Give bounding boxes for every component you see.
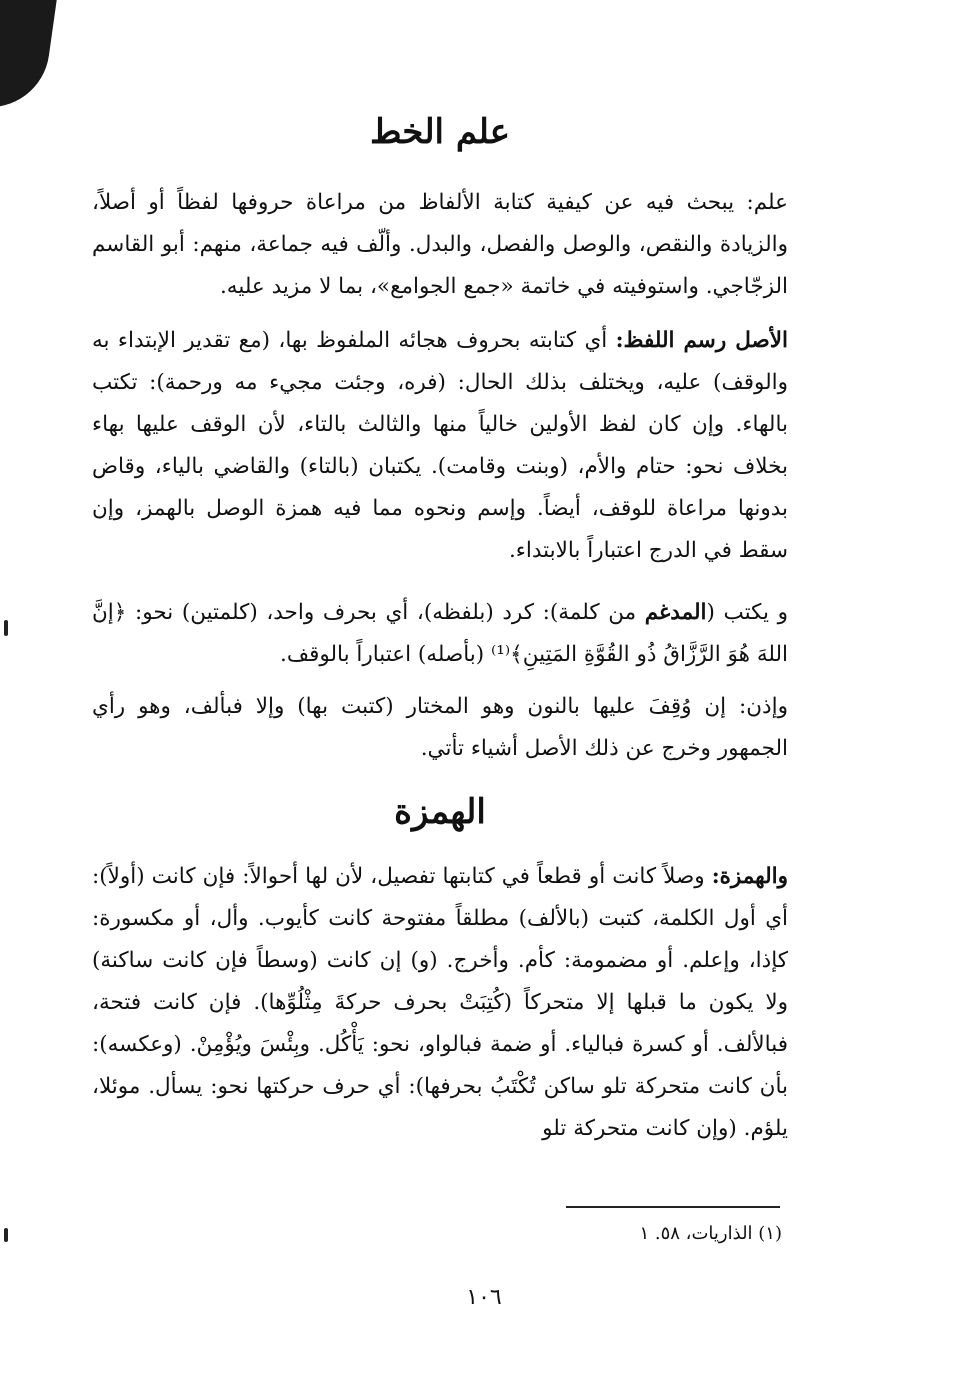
- paragraph-intro-text: علم: يبحث فيه عن كيفية كتابة الألفاظ من مراعاة حروفها لفظاً أو أصلاً، والزيادة والنقص، والوصل والفصل، والبدل. وألّف فيه جماعة، منهم: أبو القاسم الزجّاجي. واستوفيته في خاتمة «جمع الجوامع»، بما لا مزيد عليه.: [92, 190, 788, 299]
- section-heading-hamza: الهمزة: [394, 792, 486, 832]
- paragraph-hamza-body: وصلاً كانت أو قطعاً في كتابتها تفصيل، لأن لها أحوالاً: فإن كانت (أولاً): أي أول الكلمة، كتبت (بالألف) مطلقاً مفتوحة كانت كأيوب. وأل، أو مكسورة: كإذا، وإعلم. أو مضمومة: كأم. وأخرج. (و) إن كانت (وسطاً فإن كانت ساكنة) ولا يكون ما قبلها إلا متحركاً (كُتِبَتْ بحرف حركةَ مِثْلُوِّها). فإن كانت فتحة، فبالألف. أو كسرة فبالياء. أو ضمة فبالواو، نحو: يَأْكُل. وبِئْسَ ويُؤْمِنْ. (وعكسه): بأن كانت متحركة تلو ساكن تُكْتَبُ بحرفها): أي حرف حركتها نحو: يسأل. موئلا، يلؤم. (وإن كانت متحركة تلو: [92, 864, 788, 1141]
- paragraph-hamza-text: [92, 856, 788, 1150]
- term-mudgham-label: المدغم: [644, 600, 707, 625]
- paragraph-asl-text: [92, 320, 788, 572]
- heading-block-hamza: [92, 792, 788, 833]
- heading-block-calligraphy: [92, 112, 788, 153]
- paragraph-intro: [92, 182, 788, 308]
- term-asl-label: الأصل رسم اللفظ:: [615, 328, 788, 353]
- paragraph-asl: [92, 320, 788, 572]
- paragraph-mudgham-body: من كلمة): كرد (بلفظه)، أي بحرف واحد، (كلمتين) نحو: ﴿إنَّ اللهَ هُوَ الرَّزَّاقُ ذُو القُوَّةِ المَتِينِ﴾⁽¹⁾ (بأصله) اعتباراً بالوقف.: [92, 600, 788, 667]
- footnote: (١) الذاريات، ٥٨. ١: [639, 1223, 782, 1244]
- paragraph-mudgham-prefix: و يكتب (: [706, 600, 788, 625]
- paragraph-mudgham: [92, 592, 788, 676]
- term-hamza-label: والهمزة:: [711, 864, 788, 889]
- paragraph-mudgham-text: [92, 592, 788, 676]
- scan-edge-mark: [4, 1228, 8, 1242]
- paragraph-asl-body: أي كتابته بحروف هجائه الملفوظ بها، (مع تقدير الإبتداء به والوقف) عليه، ويختلف بذلك الحال: (فره، وجئت مجيء مه ورحمة): تكتب بالهاء. وإن كان لفظ الأولين خالياً منها والثالث بالتاء، لأن الوقف عليها بهاء بخلاف نحو: حتام والأم، (وبنت وقامت). يكتبان (بالتاء) والقاضي بالياء، وقاض بدونها مراعاة للوقف، أيضاً. وإسم ونحوه مما فيه همزة الوصل بالهمز، وإن سقط في الدرج اعتباراً بالابتداء.: [92, 328, 788, 563]
- scan-edge-mark: [4, 620, 8, 636]
- paragraph-hamza: [92, 856, 788, 1150]
- footnote-divider: [566, 1206, 780, 1208]
- paragraph-idhan: [92, 686, 788, 770]
- paragraph-idhan-text: وإذن: إن وُقِفَ عليها بالنون وهو المختار (كتبت بها) وإلا فبألف، وهو رأي الجمهور وخرج عن ذلك الأصل أشياء تأتي.: [92, 694, 788, 761]
- section-heading-ilm-al-khatt: علم الخط: [369, 112, 511, 152]
- scan-corner-smudge: [0, 0, 59, 115]
- page-number: ١٠٦: [466, 1285, 502, 1310]
